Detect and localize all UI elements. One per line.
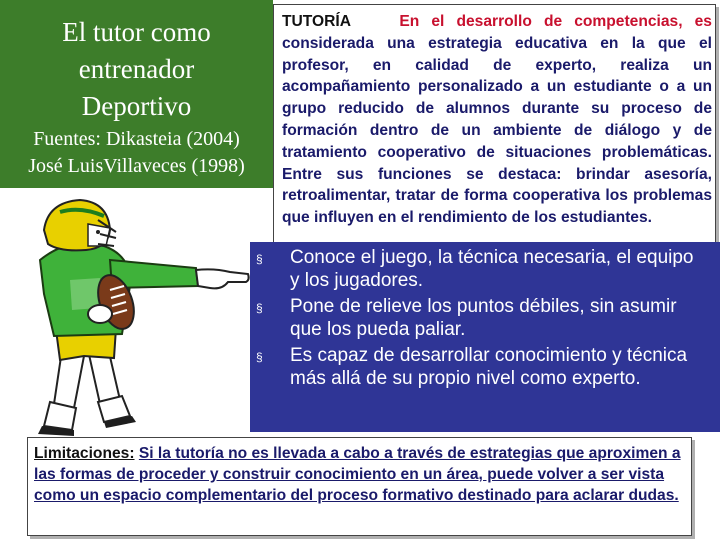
- list-item-text: Conoce el juego, la técnica necesaria, el equipo y los jugadores.: [290, 247, 694, 291]
- list-item-text: Pone de relieve los puntos débiles, sin asumir que los pueda paliar.: [290, 296, 677, 340]
- list-item: [250, 247, 708, 292]
- limitations-label: Limitaciones:: [34, 445, 135, 462]
- list-item-text: Es capaz de desarrollar conocimiento y técnica más allá de su propio nivel como experto.: [290, 345, 688, 389]
- football-player-icon: [0, 190, 258, 438]
- bullet-icon: §: [256, 350, 263, 364]
- source-line-1: Fuentes: Dikasteia (2004): [33, 128, 240, 150]
- bullet-icon: §: [256, 301, 263, 315]
- source-line-2: José LuisVillaveces (1998): [28, 155, 245, 177]
- limitations-body: Si la tutoría no es llevada a cabo a través de estrategias que aproximen a las formas de proceder y construir conocimiento en un área, puede volver a ser vista como un espacio complementario del proceso formativo destinado para aclarar dudas.: [34, 445, 681, 504]
- title-line-2: entrenador: [78, 54, 195, 84]
- title-panel: [0, 0, 273, 188]
- definition-body: considerada una estrategia educativa en la que el profesor, en calidad de experto, realiza un acompañamiento personalizado a un estudiante o a un grupo reducido de alumnos durante su proceso de formación dentro de un ambiente de diálogo y de tratamiento cooperativo de situaciones problemáticas. Entre sus funciones se destaca: brindar asesoría, retroalimentar, tratar de forma cooperativa los problemas que influyen en el rendimiento de los estudiantes.: [282, 34, 712, 227]
- features-panel: [250, 242, 720, 432]
- bullet-icon: §: [256, 252, 263, 266]
- definition-heading: TUTORÍA: [282, 13, 352, 30]
- sources: [0, 126, 273, 180]
- limitations-box: [27, 437, 692, 536]
- list-item: [250, 345, 708, 390]
- title-line-1: El tutor como: [62, 17, 211, 47]
- definition-lead: En el desarrollo de competencias, es: [399, 13, 712, 30]
- title-line-3: Deportivo: [81, 91, 192, 121]
- features-list: [250, 247, 720, 390]
- limitations-text: [34, 443, 684, 506]
- list-item: [250, 296, 708, 341]
- definition-text: [282, 11, 712, 229]
- slide-title: [0, 14, 273, 125]
- definition-box: [273, 4, 716, 252]
